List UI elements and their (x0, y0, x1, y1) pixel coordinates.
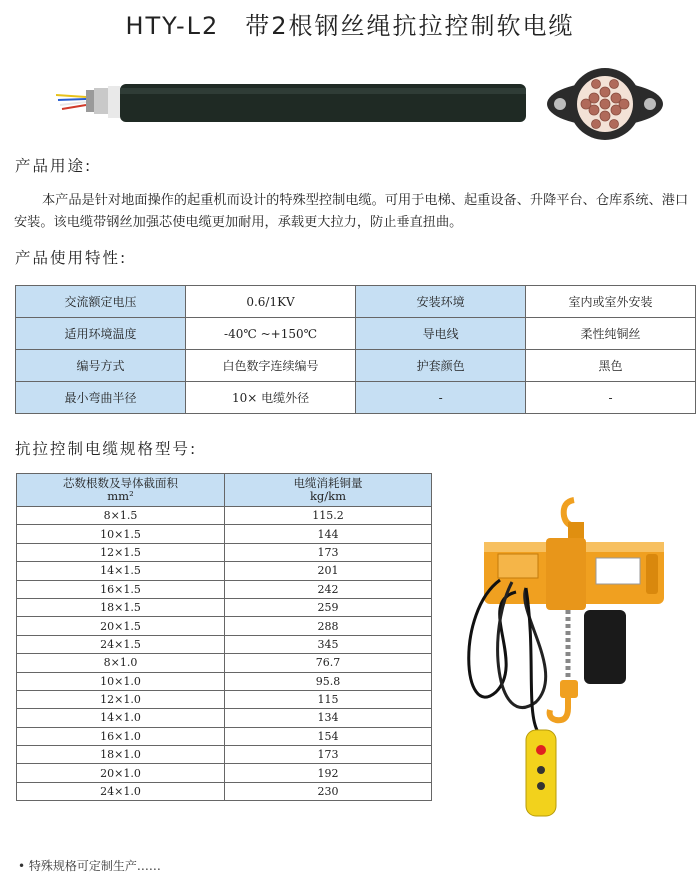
column-header-copper-unit: kg/km (309, 489, 347, 503)
table-row (17, 690, 432, 708)
features-table (15, 285, 696, 414)
column-header-size-line1: 芯数根数及导体截面积 (63, 476, 178, 490)
size-cell: 14×1.5 (17, 562, 225, 580)
feature-key: - (356, 382, 526, 414)
usage-paragraph (14, 190, 698, 234)
copper-cell: 288 (225, 617, 432, 635)
column-header-copper (225, 474, 432, 507)
size-cell: 16×1.0 (17, 727, 225, 745)
electric-hoist-image (456, 492, 670, 826)
usage-text: 本产品是针对地面操作的起重机而设计的特殊型控制电缆。可用于电梯、起重设备、升降平台、仓库系统、港口安装。该电缆带钢丝加强芯使电缆更加耐用，承载更大拉力，防止垂直扭曲。 (14, 193, 689, 230)
feature-value: 室内或室外安装 (526, 286, 696, 318)
copper-cell: 144 (225, 525, 432, 543)
feature-key: 交流额定电压 (16, 286, 186, 318)
copper-cell: 154 (225, 727, 432, 745)
size-cell: 10×1.0 (17, 672, 225, 690)
size-cell: 8×1.0 (17, 654, 225, 672)
size-cell: 24×1.5 (17, 635, 225, 653)
table-row (17, 598, 432, 616)
feature-value: 黑色 (526, 350, 696, 382)
feature-key: 护套颜色 (356, 350, 526, 382)
size-cell: 18×1.5 (17, 598, 225, 616)
copper-cell: 192 (225, 764, 432, 782)
table-row (16, 382, 696, 414)
table-row (17, 543, 432, 561)
table-row (17, 617, 432, 635)
table-row (17, 782, 432, 800)
copper-cell: 242 (225, 580, 432, 598)
size-cell: 14×1.0 (17, 709, 225, 727)
copper-cell: 201 (225, 562, 432, 580)
size-cell: 16×1.5 (17, 580, 225, 598)
copper-cell: 173 (225, 543, 432, 561)
table-row (17, 746, 432, 764)
specs-heading: 抗拉控制电缆规格型号: (15, 440, 198, 458)
feature-key: 适用环境温度 (16, 318, 186, 350)
copper-cell: 115.2 (225, 507, 432, 525)
cable-cross-section-image (546, 62, 664, 146)
copper-cell: 173 (225, 746, 432, 764)
page-title: HTY-L2 带2根钢丝绳抗拉控制软电缆 (125, 12, 575, 40)
specs-table (16, 473, 432, 801)
table-row (17, 727, 432, 745)
feature-value: 10× 电缆外径 (185, 382, 355, 414)
column-header-size (17, 474, 225, 507)
copper-cell: 95.8 (225, 672, 432, 690)
size-cell: 10×1.5 (17, 525, 225, 543)
feature-key: 安装环境 (356, 286, 526, 318)
feature-key: 编号方式 (16, 350, 186, 382)
table-row (17, 709, 432, 727)
copper-cell: 76.7 (225, 654, 432, 672)
table-row (16, 318, 696, 350)
size-cell: 24×1.0 (17, 782, 225, 800)
cable-side-image (56, 78, 526, 128)
table-row (17, 507, 432, 525)
feature-key: 最小弯曲半径 (16, 382, 186, 414)
feature-value: -40℃ ~+150℃ (185, 318, 355, 350)
size-cell: 20×1.5 (17, 617, 225, 635)
size-cell: 8×1.5 (17, 507, 225, 525)
table-row (16, 350, 696, 382)
feature-value: 0.6/1KV (185, 286, 355, 318)
feature-value: 柔性纯铜丝 (526, 318, 696, 350)
table-row (17, 654, 432, 672)
copper-cell: 259 (225, 598, 432, 616)
size-cell: 18×1.0 (17, 746, 225, 764)
features-heading: 产品使用特性: (15, 249, 128, 267)
copper-cell: 134 (225, 709, 432, 727)
size-cell: 12×1.0 (17, 690, 225, 708)
table-row (17, 672, 432, 690)
usage-heading: 产品用途: (15, 157, 93, 175)
footnote: • 特殊规格可定制生产…… (18, 859, 161, 873)
size-cell: 20×1.0 (17, 764, 225, 782)
column-header-copper-line1: 电缆消耗铜量 (293, 476, 363, 490)
feature-value: - (526, 382, 696, 414)
size-cell: 12×1.5 (17, 543, 225, 561)
table-row (17, 580, 432, 598)
feature-value: 白色数字连续编号 (185, 350, 355, 382)
feature-key: 导电线 (356, 318, 526, 350)
table-row (16, 286, 696, 318)
table-row (17, 635, 432, 653)
copper-cell: 230 (225, 782, 432, 800)
table-row (17, 562, 432, 580)
table-row (17, 525, 432, 543)
copper-cell: 115 (225, 690, 432, 708)
column-header-size-unit: mm² (107, 489, 134, 503)
table-header-row (17, 474, 432, 507)
copper-cell: 345 (225, 635, 432, 653)
table-row (17, 764, 432, 782)
